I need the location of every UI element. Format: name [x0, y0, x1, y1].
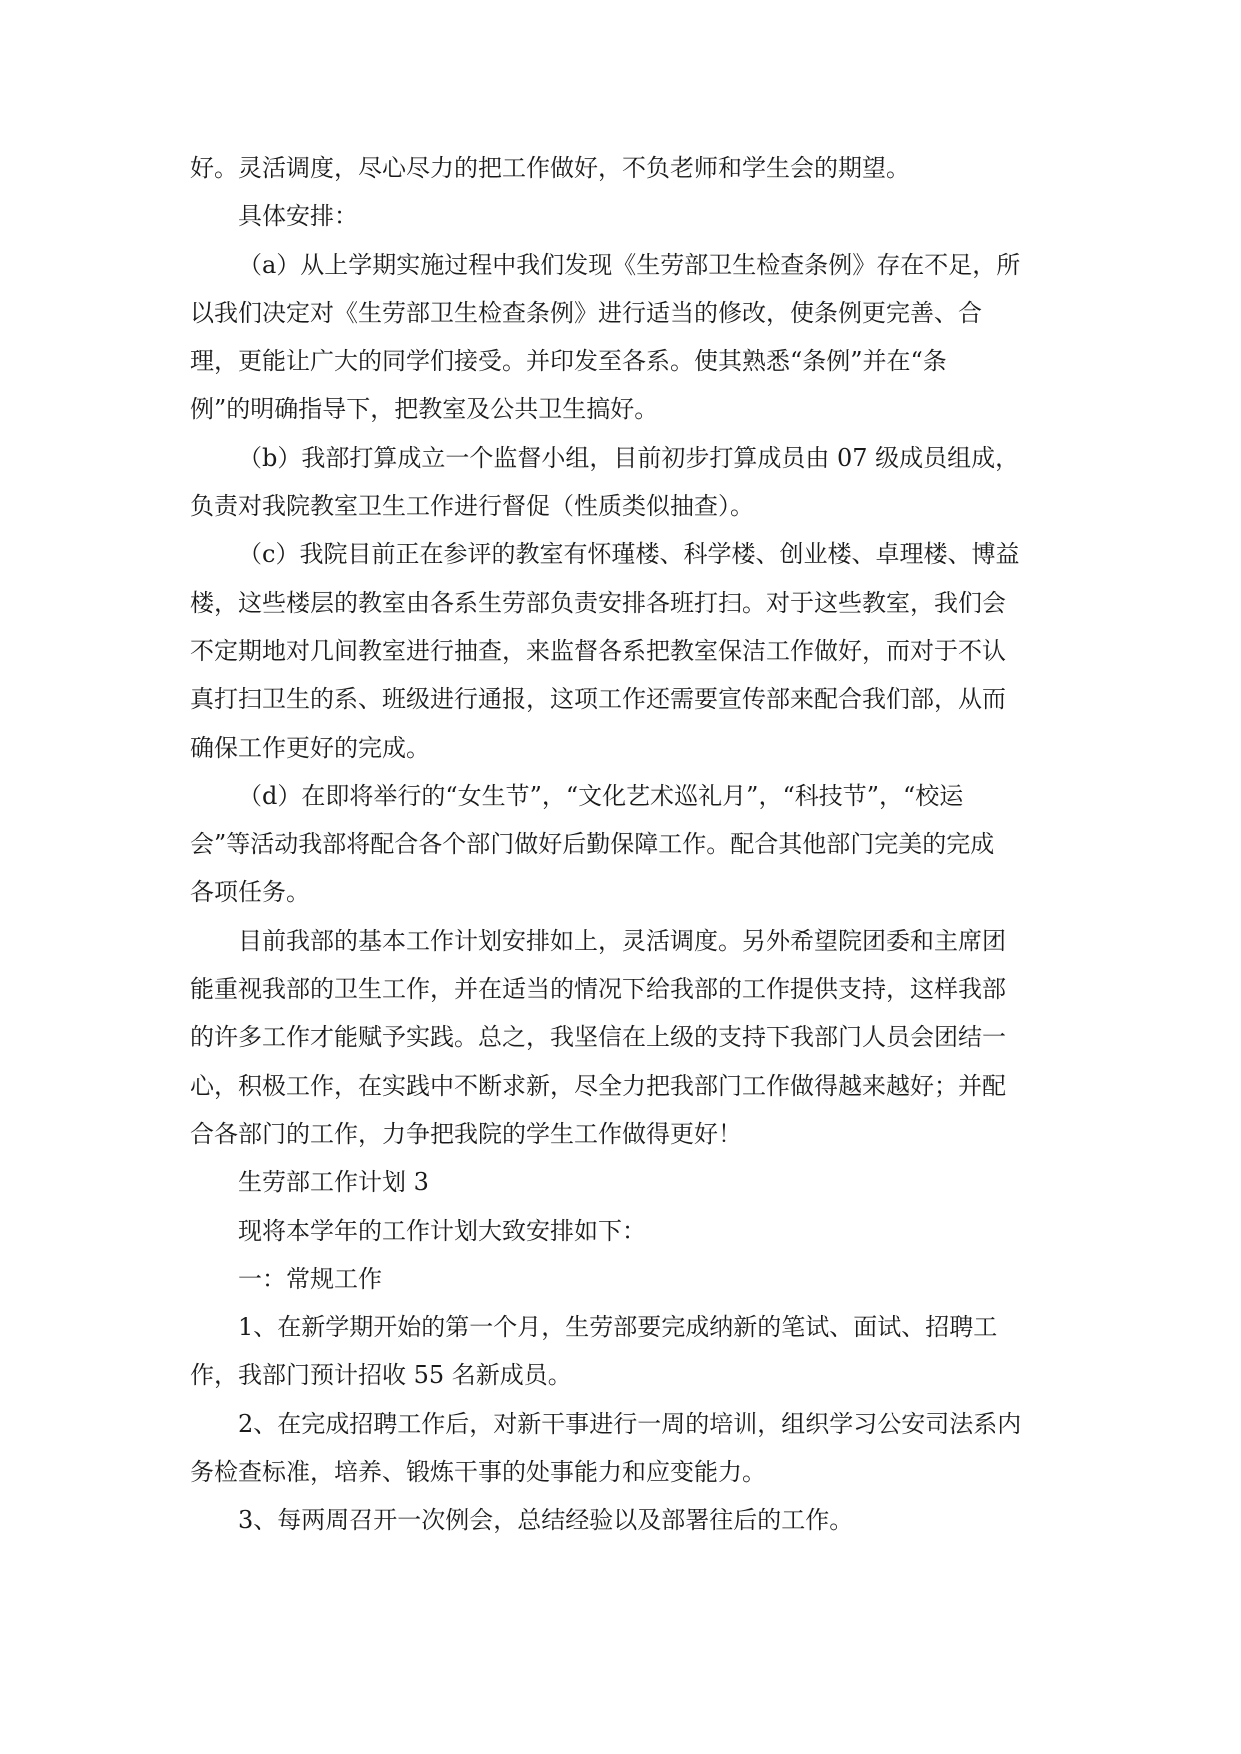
- text-line: 作，我部门预计招收 55 名新成员。: [190, 1361, 572, 1390]
- text-line: 合各部门的工作，力争把我院的学生工作做得更好！: [190, 1119, 742, 1148]
- text-line: 目前我部的基本工作计划安排如上，灵活调度。另外希望院团委和主席团: [238, 926, 1006, 955]
- document-body: [190, 153, 1050, 1554]
- text-line: 好。灵活调度，尽心尽力的把工作做好，不负老师和学生会的期望。: [190, 154, 910, 182]
- text-line: 真打扫卫生的系、班级进行通报，这项工作还需要宣传部来配合我们部，从而: [190, 685, 1006, 714]
- text-line: 理，更能让广大的同学们接受。并印发至各系。使其熟悉“条例”并在“条: [190, 347, 947, 376]
- text-line: 具体安排：: [238, 202, 358, 231]
- text-line: 负责对我院教室卫生工作进行督促（性质类似抽查）。: [190, 492, 754, 521]
- text-line: 能重视我部的卫生工作，并在适当的情况下给我部的工作提供支持，这样我部: [190, 975, 1006, 1004]
- text-line: 2、在完成招聘工作后，对新干事进行一周的培训，组织学习公安司法系内: [238, 1409, 1022, 1438]
- text-line: 楼，这些楼层的教室由各系生劳部负责安排各班打扫。对于这些教室，我们会: [190, 588, 1006, 617]
- text-line: （a）从上学期实施过程中我们发现《生劳部卫生检查条例》存在不足，所: [238, 250, 1021, 279]
- text-line: 3、每两周召开一次例会，总结经验以及部署往后的工作。: [238, 1506, 854, 1535]
- subsection-heading: 一：常规工作: [238, 1264, 382, 1293]
- text-line: 会”等活动我部将配合各个部门做好后勤保障工作。配合其他部门完美的完成: [190, 830, 995, 859]
- text-line: 的许多工作才能赋予实践。总之，我坚信在上级的支持下我部门人员会团结一: [190, 1023, 1006, 1052]
- text-line: 心，积极工作，在实践中不断求新，尽全力把我部门工作做得越来越好；并配: [190, 1071, 1006, 1100]
- text-line: 务检查标准，培养、锻炼干事的处事能力和应变能力。: [190, 1458, 766, 1487]
- text-line: 例”的明确指导下，把教室及公共卫生搞好。: [190, 395, 659, 424]
- text-line: 各项任务。: [190, 878, 310, 907]
- text-line: 1、在新学期开始的第一个月，生劳部要完成纳新的笔试、面试、招聘工: [238, 1313, 998, 1342]
- text-line: 不定期地对几间教室进行抽查，来监督各系把教室保洁工作做好，而对于不认: [190, 636, 1006, 665]
- text-line: （b）我部打算成立一个监督小组，目前初步打算成员由 07 级成员组成，: [238, 443, 1020, 472]
- text-line: （c）我院目前正在参评的教室有怀瑾楼、科学楼、创业楼、卓理楼、博益: [238, 540, 1020, 569]
- text-line: （d）在即将举行的“女生节”，“文化艺术巡礼月”，“科技节”，“校运: [238, 781, 964, 810]
- section-heading: 生劳部工作计划 3: [238, 1168, 429, 1197]
- text-line: 确保工作更好的完成。: [190, 733, 430, 762]
- text-line: 以我们决定对《生劳部卫生检查条例》进行适当的修改，使条例更完善、合: [190, 298, 982, 327]
- text-line: 现将本学年的工作计划大致安排如下：: [238, 1216, 646, 1245]
